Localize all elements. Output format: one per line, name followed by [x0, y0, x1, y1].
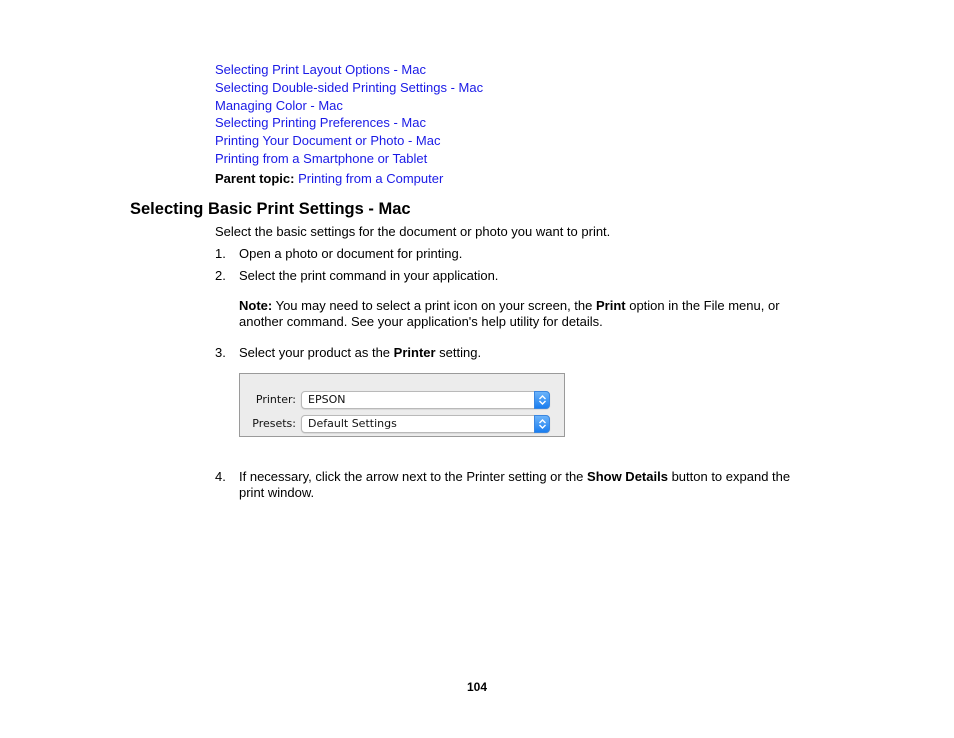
link-printing-preferences[interactable]: Selecting Printing Preferences - Mac — [215, 115, 426, 131]
updown-chevron-icon — [534, 391, 550, 409]
parent-topic — [215, 171, 443, 186]
step-text: Select the print command in your application. — [239, 268, 499, 283]
presets-select[interactable] — [301, 415, 550, 433]
print-dialog-screenshot — [239, 373, 565, 437]
link-printing-document-photo[interactable]: Printing Your Document or Photo - Mac — [215, 133, 441, 149]
step-number: 2. — [215, 268, 226, 283]
presets-label: Presets: — [252, 417, 296, 430]
note: Note: You may need to select a print icon on your screen, the Print option in the File menu, or another command. See your application's help utility for details. — [239, 298, 780, 329]
section-intro: Select the basic settings for the document or photo you want to print. — [215, 224, 611, 239]
presets-row — [240, 415, 564, 433]
printer-row — [240, 391, 564, 409]
related-links — [215, 61, 483, 168]
page-number: 104 — [466, 680, 488, 694]
updown-chevron-icon — [534, 415, 550, 433]
printer-value: EPSON — [308, 393, 346, 406]
link-managing-color[interactable]: Managing Color - Mac — [215, 97, 343, 113]
parent-topic-label: Parent topic: — [215, 171, 295, 186]
printer-label: Printer: — [255, 393, 296, 406]
parent-topic-link[interactable]: Printing from a Computer — [298, 171, 444, 186]
link-double-sided-settings[interactable]: Selecting Double-sided Printing Settings - Mac — [215, 79, 484, 95]
section-title: Selecting Basic Print Settings - Mac — [130, 200, 411, 218]
step-number: 3. — [215, 345, 226, 360]
presets-value: Default Settings — [308, 417, 397, 430]
step-number: 4. — [215, 469, 226, 484]
step-number: 1. — [215, 246, 226, 261]
note-bold-print: Print — [595, 298, 626, 313]
note-label: Note: — [239, 298, 273, 313]
step-text: Select your product as the Printer setting. — [239, 345, 482, 360]
printer-select[interactable] — [301, 391, 550, 409]
link-print-layout-options[interactable]: Selecting Print Layout Options - Mac — [215, 62, 426, 77]
link-smartphone-tablet[interactable]: Printing from a Smartphone or Tablet — [215, 150, 428, 166]
step-text: If necessary, click the arrow next to the Printer setting or the Show Details button to expand the print window. — [239, 469, 791, 500]
step-text: Open a photo or document for printing. — [239, 246, 463, 261]
